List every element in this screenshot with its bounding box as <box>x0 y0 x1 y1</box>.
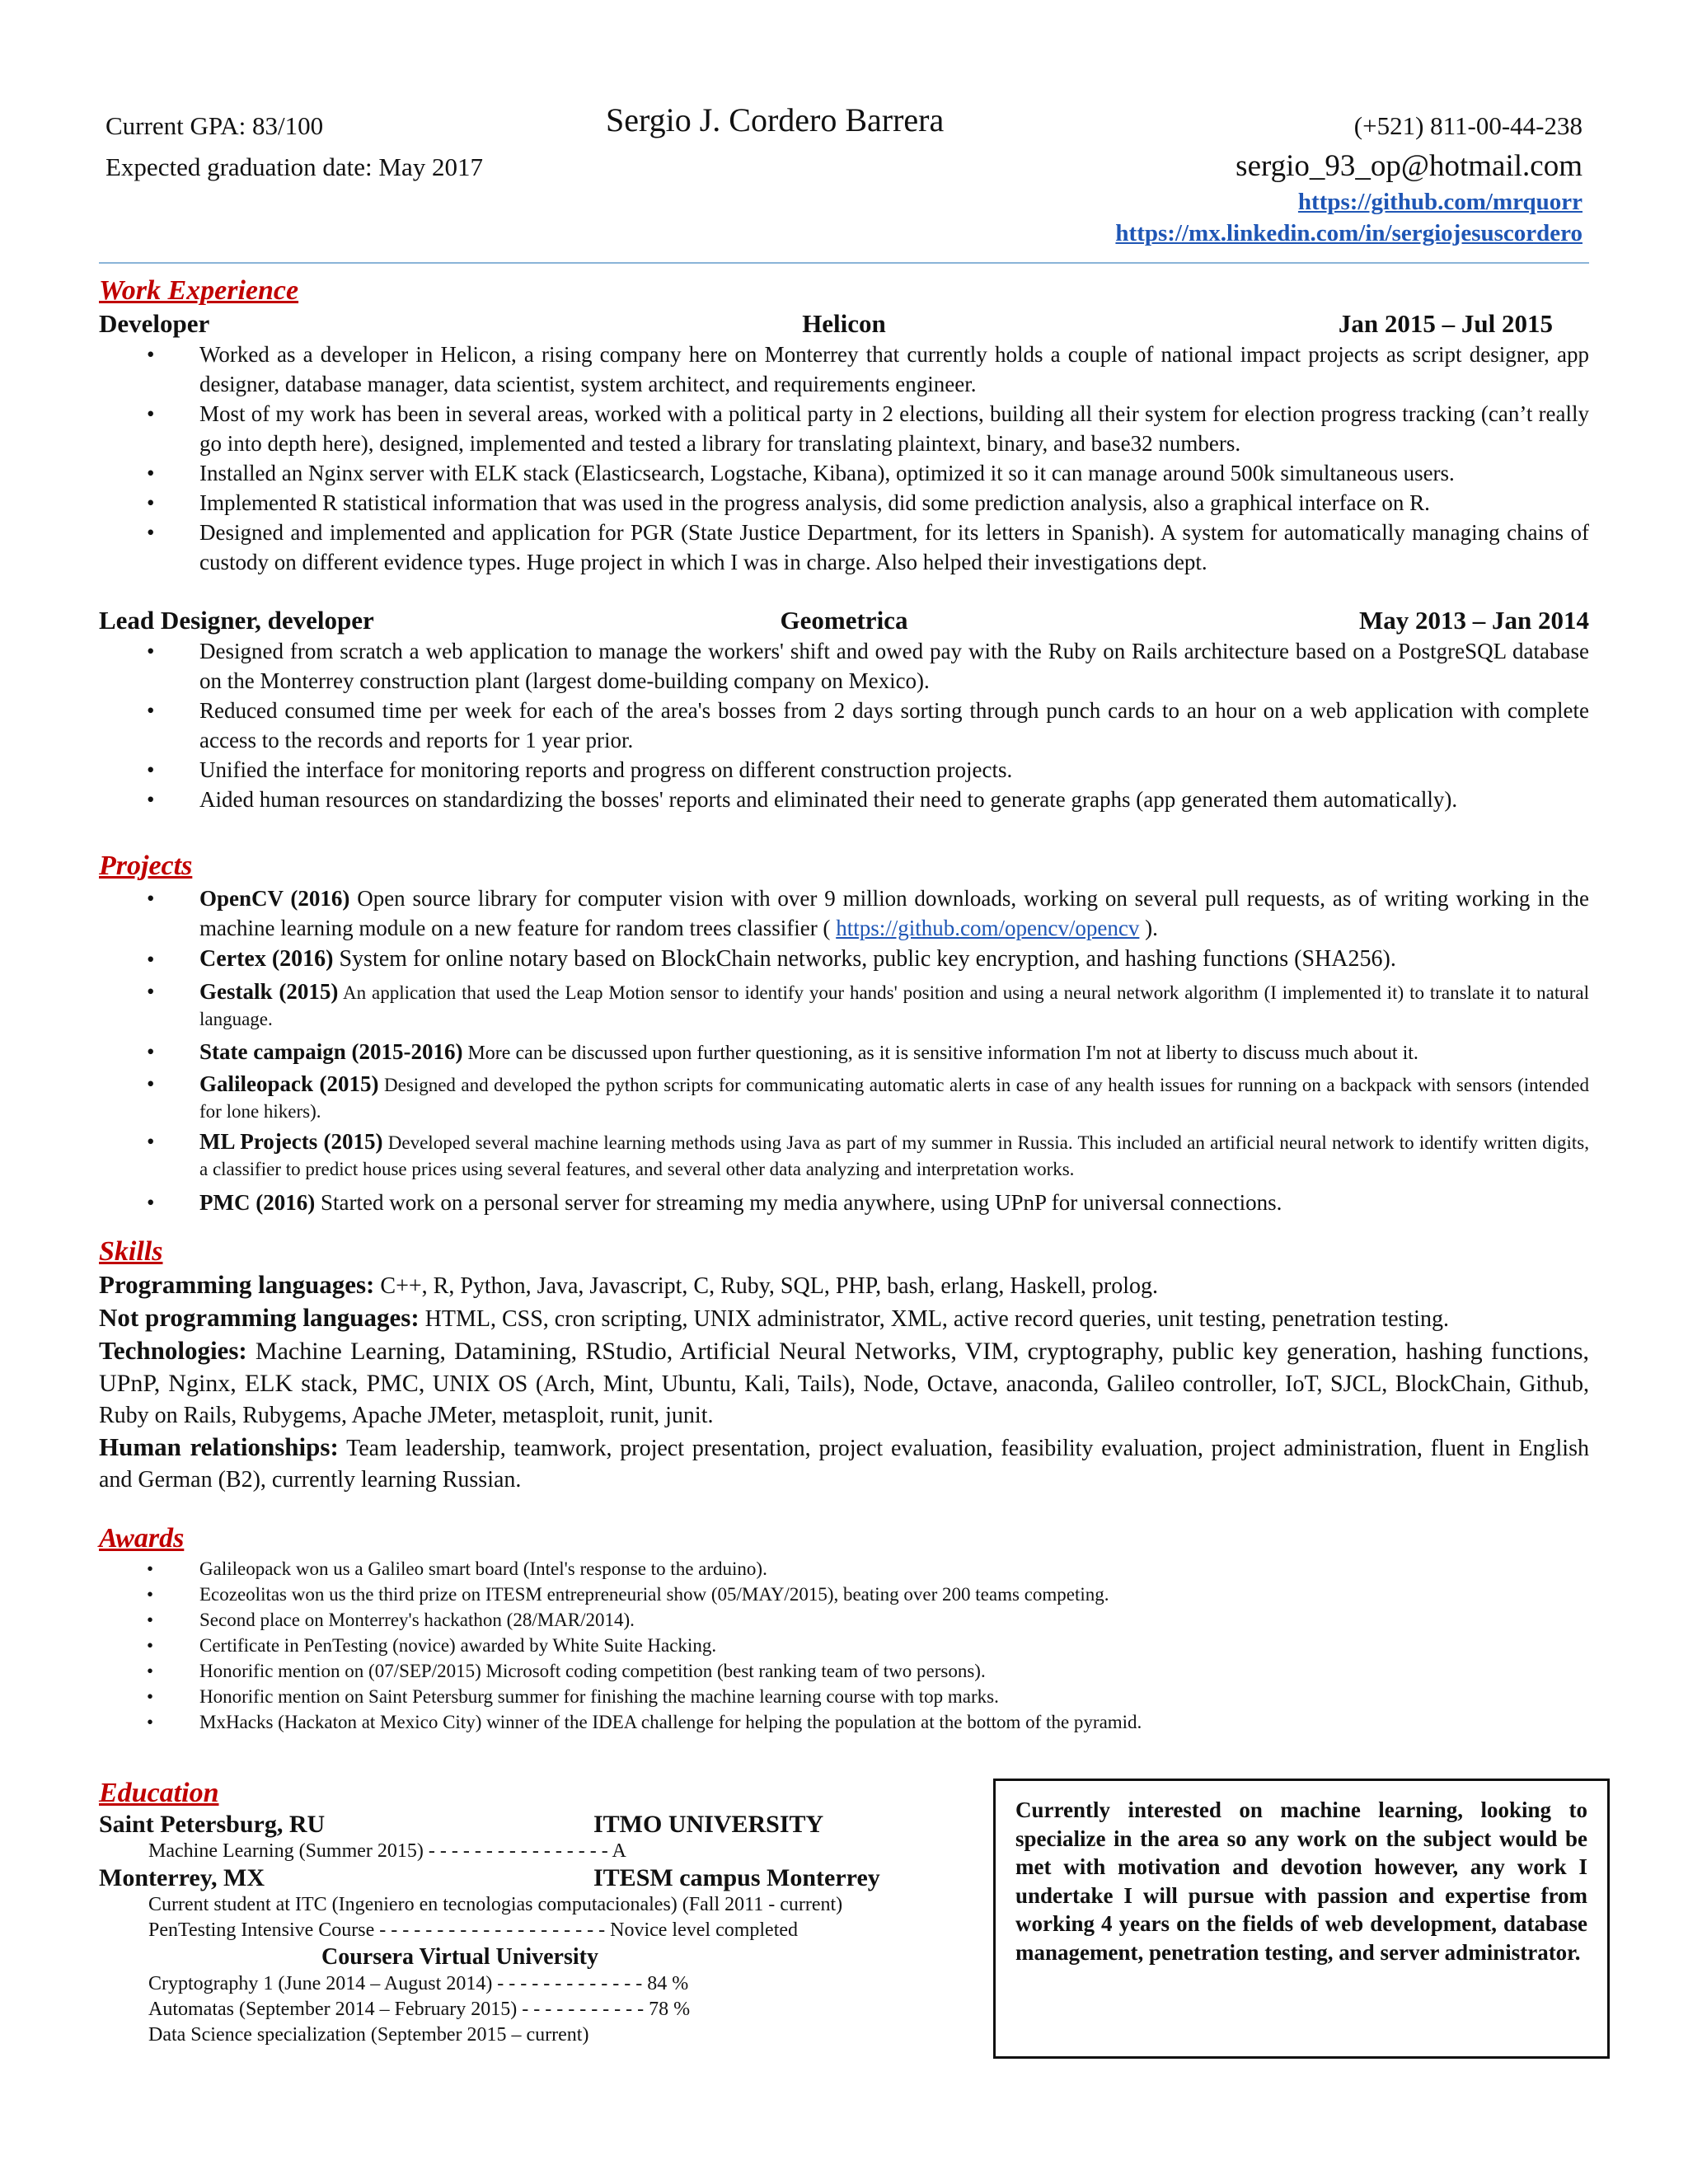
skill-value: C++, R, Python, Java, Javascript, C, Ruby, SQL, PHP, bash, erlang, Haskell, prolog. <box>374 1273 1158 1299</box>
list-item <box>99 943 1589 976</box>
job-company: Geometrica <box>780 606 908 635</box>
skill-not-programming <box>99 1302 1589 1335</box>
skill-label: Human relationships: <box>99 1432 339 1461</box>
project-name: PMC (2016) <box>199 1190 316 1215</box>
header-divider <box>99 262 1589 264</box>
list-item <box>99 1071 1589 1124</box>
interest-statement-box: Currently interested on machine learning, looking to specialize in the area so any work on the subject would be met with motivation and devotion however, any work I undertake I will pursue with passion and expertise from working 4 years on the fields of web development, database management, penetration testing, and server administrator. <box>993 1779 1610 2059</box>
education-detail: Automatas (September 2014 – February 2015) - - - - - - - - - - - 78 % <box>148 1999 691 2020</box>
skill-label: Not programming languages: <box>99 1303 420 1332</box>
skill-label: Technologies: <box>99 1336 247 1365</box>
list-item: • Certificate in PenTesting (novice) awarded by White Suite Hacking. <box>99 1633 1589 1658</box>
list-item <box>99 1129 1589 1182</box>
skill-value: UNIX OS (Arch, Mint, Ubuntu, Kali, Tails), Node, Octave, anaconda, Galileo controller, IoT, SJCL, BlockChain, Github, Ruby on Rails, Rubygems, Apache JMeter, metasploit, runit, junit. <box>99 1371 1589 1428</box>
job-header-helicon <box>99 308 1589 340</box>
list-item <box>99 883 1589 943</box>
list-item: • Unified the interface for monitoring reports and progress on different construction projects. <box>99 755 1589 785</box>
education-school: ITESM campus Monterrey <box>593 1864 880 1891</box>
list-item: • Ecozeolitas won us the third prize on ITESM entrepreneurial show (05/MAY/2015), beating over 200 teams competing. <box>99 1582 1589 1607</box>
phone-text: (+521) 811-00-44-238 <box>1353 111 1582 140</box>
header-left <box>106 105 483 188</box>
education-detail: Machine Learning (Summer 2015) - - - - - - - - - - - - - - - - A <box>148 1840 626 1862</box>
candidate-name: Sergio J. Cordero Barrera <box>606 101 945 138</box>
github-link[interactable]: https://github.com/mrquorr <box>1297 189 1582 215</box>
job-dates: Jan 2015 – Jul 2015 <box>1338 309 1553 338</box>
skill-value: HTML, CSS, cron scripting, UNIX administrator, XML, active record queries, unit testing, penetration testing. <box>419 1306 1449 1332</box>
work-experience-section <box>99 274 1589 814</box>
list-item: • Designed and implemented and application for PGR (State Justice Department, for its letters in Spanish). A system for automatically managing chains of custody on different evidence types. Huge project in which I was in charge. Also helped their investigations dept. <box>99 518 1589 577</box>
projects-list <box>99 883 1589 1218</box>
list-item: • Designed from scratch a web application to manage the workers' shift and owed pay with the Ruby on Rails architecture based on a PostgreSQL database on the Monterrey construction plant (largest dome-building company on Mexico). <box>99 636 1589 696</box>
project-text: Started work on a personal server for streaming my media anywhere, using UPnP for universal connections. <box>315 1190 1282 1215</box>
skill-label: Programming languages: <box>99 1270 375 1299</box>
project-text: An application that used the Leap Motion sensor to identify your hands' position and using a neural network algorithm (I implemented it) to translate it to natural language. <box>199 982 1590 1029</box>
list-item <box>99 1037 1589 1068</box>
list-item: • Implemented R statistical information that was used in the progress analysis, did some prediction analysis, also a graphical interface on R. <box>99 488 1589 518</box>
education-school: ITMO UNIVERSITY <box>593 1811 824 1838</box>
skill-programming <box>99 1269 1589 1302</box>
project-text: Designed and developed the python scripts for communicating automatic alerts in case of any health issues for running on a backpack with sensors (intended for lone hikers). <box>199 1075 1589 1122</box>
awards-section <box>99 1521 1589 1735</box>
list-item: • Installed an Nginx server with ELK stack (Elasticsearch, Logstache, Kibana), optimized it so it can manage around 500k simultaneous users. <box>99 458 1589 488</box>
list-item <box>99 1187 1589 1218</box>
education-school: Coursera Virtual University <box>321 1944 598 1970</box>
list-item: • Galileopack won us a Galileo smart board (Intel's response to the arduino). <box>99 1556 1589 1582</box>
job-bullets-geometrica <box>99 636 1589 814</box>
job-bullets-helicon <box>99 340 1589 577</box>
email-text: sergio_93_op@hotmail.com <box>1236 149 1582 183</box>
job-dates: May 2013 – Jan 2014 <box>1359 606 1589 635</box>
awards-list <box>99 1556 1589 1735</box>
job-role: Developer <box>99 309 210 338</box>
education-row-itmo <box>99 1811 956 1839</box>
project-name: Gestalk (2015) <box>199 979 339 1004</box>
projects-title: Projects <box>99 851 193 881</box>
project-text: System for online notary based on BlockChain networks, public key encryption, and hashing functions (SHA256). <box>333 946 1396 972</box>
education-row-itesm <box>99 1864 956 1892</box>
skill-human <box>99 1432 1589 1496</box>
opencv-link[interactable]: https://github.com/opencv/opencv <box>836 916 1140 940</box>
list-item: • Aided human resources on standardizing the bosses' reports and eliminated their need to generate graphs (app generated them automatically). <box>99 785 1589 814</box>
education-detail: Data Science specialization (September 2015 – current) <box>148 2024 589 2046</box>
education-title: Education <box>99 1778 219 1808</box>
project-text-tail: ). <box>1139 916 1158 940</box>
project-name: OpenCV (2016) <box>199 886 350 911</box>
project-name: Galileopack (2015) <box>199 1071 379 1096</box>
projects-section <box>99 849 1589 1218</box>
education-detail: Current student at ITC (Ingeniero en tecnologias computacionales) (Fall 2011 - current) <box>148 1894 843 1915</box>
education-location: Monterrey, MX <box>99 1864 265 1891</box>
project-name: Certex (2016) <box>199 946 334 972</box>
gpa-text: Current GPA: 83/100 <box>106 111 324 140</box>
education-section <box>99 1776 956 2048</box>
list-item: • Reduced consumed time per week for each of the area's bosses from 2 days sorting through punch cards to an hour on a web application with complete access to the records and reports for 1 year prior. <box>99 696 1589 755</box>
project-text: Developed several machine learning methods using Java as part of my summer in Russia. This included an artificial neural network to identify written digits, a classifier to predict house prices using several features, and several other data analyzing and interpretation works. <box>199 1132 1589 1179</box>
education-location: Saint Petersburg, RU <box>99 1811 326 1838</box>
list-item: • MxHacks (Hackaton at Mexico City) winner of the IDEA challenge for helping the population at the bottom of the pyramid. <box>99 1709 1589 1735</box>
education-detail: Cryptography 1 (June 2014 – August 2014) - - - - - - - - - - - - - 84 % <box>148 1973 689 1994</box>
project-name: State campaign (2015-2016) <box>199 1039 463 1064</box>
skill-value: Team leadership, teamwork, project presentation, project evaluation, feasibility evaluation, project administration, fluent in English and German (B2), currently learning Russian. <box>99 1436 1589 1493</box>
skills-section <box>99 1235 1589 1496</box>
education-detail: PenTesting Intensive Course - - - - - - - - - - - - - - - - - - - - Novice level completed <box>148 1919 799 1941</box>
list-item: • Second place on Monterrey's hackathon (28/MAR/2014). <box>99 1607 1589 1633</box>
list-item: • Most of my work has been in several areas, worked with a political party in 2 elections, building all their system for election progress tracking (can’t really go into depth here), designed, implemented and tested a library for translating plaintext, binary, and base32 numbers. <box>99 399 1589 458</box>
job-header-geometrica <box>99 605 1589 636</box>
list-item: • Worked as a developer in Helicon, a rising company here on Monterrey that currently holds a couple of national impact projects as script designer, app designer, database manager, data scientist, system architect, and requirements engineer. <box>99 340 1589 399</box>
project-text: Open source library for computer vision with over 9 million downloads, working on several pull requests, as of writing working in the machine learning module on a new feature for random trees classifier ( <box>199 886 1589 940</box>
project-text: More can be discussed upon further questioning, as it is sensitive information I'm not at liberty to discuss much about it. <box>462 1043 1418 1064</box>
list-item <box>99 979 1589 1032</box>
job-company: Helicon <box>802 309 886 338</box>
awards-title: Awards <box>99 1523 185 1554</box>
list-item: • Honorific mention on (07/SEP/2015) Microsoft coding competition (best ranking team of two persons). <box>99 1658 1589 1684</box>
header-right <box>1115 105 1582 249</box>
graduation-text: Expected graduation date: May 2017 <box>106 152 483 181</box>
job-role: Lead Designer, developer <box>99 606 374 635</box>
skill-value: Machine Learning, Datamining, RStudio, Artificial Neural Networks, VIM, cryptography, public key generation, hashing functions, UPnP, Nginx, ELK stack, PMC, <box>99 1338 1589 1397</box>
linkedin-link[interactable]: https://mx.linkedin.com/in/sergiojesuscordero <box>1115 220 1582 246</box>
project-name: ML Projects (2015) <box>199 1129 383 1154</box>
list-item: • Honorific mention on Saint Petersburg summer for finishing the machine learning course with top marks. <box>99 1684 1589 1709</box>
skills-title: Skills <box>99 1236 163 1267</box>
work-experience-title: Work Experience <box>99 275 299 306</box>
skill-technologies <box>99 1335 1589 1432</box>
